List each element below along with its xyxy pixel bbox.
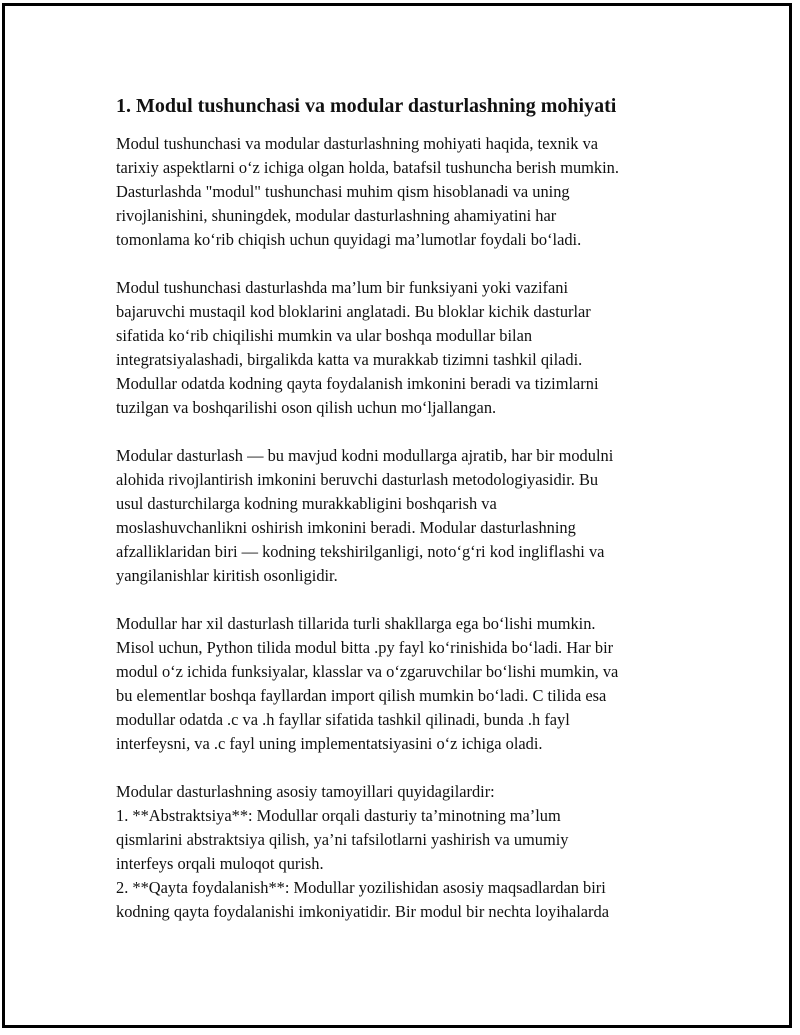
paragraph-intro: Modul tushunchasi va modular dasturlashning mohiyati haqida, texnik va tarixiy aspektlarni o‘z ichiga olgan holda, batafsil tushuncha berish mumkin. Dasturlashda "modul" tushunchasi muhim qism hisoblanadi va uning rivojlanishini, shuningdek, modular dasturlashning ahamiyatini har tomonlama ko‘rib chiqish uchun quyidagi ma’lumotlar foydali bo‘ladi. [116, 134, 619, 249]
paragraph-modular-programming: Modular dasturlash — bu mavjud kodni modullarga ajratib, har bir modulni alohida rivojlantirish imkonini beruvchi dasturlash metodologiyasidir. Bu usul dasturchilarga kodning murakkabligini boshqarish va moslashuvchanlikni oshirish imkonini beradi. Modular dasturlashning afzalliklaridan biri — kodning tekshirilganligi, noto‘g‘ri kod ingliflashi va yangilanishlar kiritish osonligidir. [116, 446, 614, 585]
document-body [116, 92, 696, 924]
paragraph-principles: Modular dasturlashning asosiy tamoyillari quyidagilardir: 1. **Abstraktsiya**: Modullar orqali dasturiy ta’minotning ma’lum qismlarini abstraktsiya qilish, ya’ni tafsilotlarni yashirish va umumiy interfeys orqali muloqot qurish. 2. **Qayta foydalanish**: Modullar yozilishidan asosiy maqsadlardan biri kodning qayta foydalanishi imkoniyatidir. Bir modul bir nechta loyihalarda [116, 782, 609, 921]
paragraph-module-concept: Modul tushunchasi dasturlashda ma’lum bir funksiyani yoki vazifani bajaruvchi mustaqil kod bloklarini anglatadi. Bu bloklar kichik dasturlar sifatida ko‘rib chiqilishi mumkin va ular boshqa modullar bilan integratsiyalashadi, birgalikda katta va murakkab tizimni tashkil qiladi. Modullar odatda kodning qayta foydalanish imkonini beradi va tizimlarni tuzilgan va boshqarilishi oson qilish uchun mo‘ljallangan. [116, 278, 599, 417]
paragraph-language-forms: Modullar har xil dasturlash tillarida turli shakllarga ega bo‘lishi mumkin. Misol uchun, Python tilida modul bitta .py fayl ko‘rinishida bo‘ladi. Har bir modul o‘z ichida funksiyalar, klasslar va o‘zgaruvchilar bo‘lishi mumkin, va bu elementlar boshqa fayllardan import qilish mumkin bo‘ladi. C tilida esa modullar odatda .c va .h fayllar sifatida tashkil qilinadi, bunda .h fayl interfeysni, va .c fayl uning implementatsiyasini o‘z ichiga oladi. [116, 614, 619, 753]
section-heading: 1. Modul tushunchasi va modular dasturlashning mohiyati [116, 95, 617, 117]
